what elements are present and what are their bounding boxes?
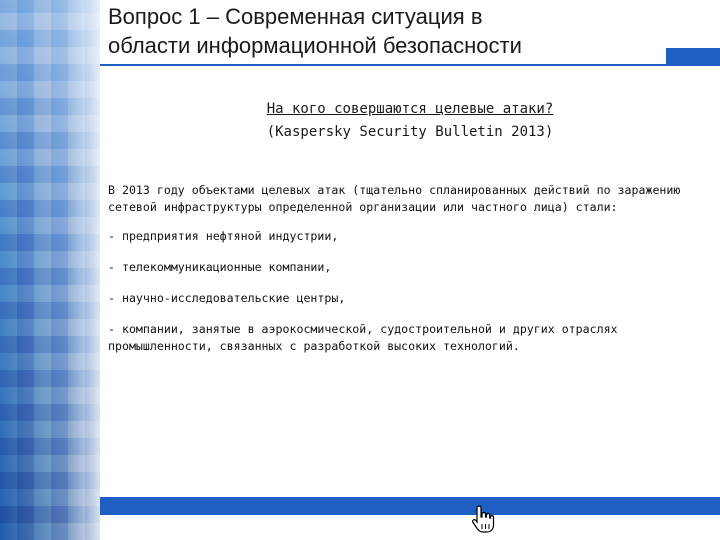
bottom-accent-bar [100, 497, 720, 515]
slide-body [108, 182, 708, 369]
slide-title-line-1: Вопрос 1 – Современная ситуация в [108, 4, 483, 29]
slide-subtitle [200, 98, 620, 144]
decorative-left-band [0, 0, 100, 540]
list-item: - компании, занятые в аэрокосмической, судостроительной и других отраслях промышленности, связанных с разработкой высоких технологий. [108, 322, 618, 353]
list-item: - научно-исследовательские центры, [108, 291, 346, 305]
hand-cursor-icon [470, 504, 496, 534]
intro-paragraph: В 2013 году объектами целевых атак (тщательно спланированных действий по заражению сетевой инфраструктуры определенной организации или частного лица) стали: [108, 183, 681, 214]
slide-title [108, 2, 668, 60]
slide-title-line-2: области информационной безопасности [108, 33, 522, 58]
subtitle-source: (Kaspersky Security Bulletin 2013) [266, 124, 554, 140]
title-accent-block [666, 48, 720, 66]
title-underline-rule [100, 64, 720, 66]
subtitle-question: На кого совершаются целевые атаки? [266, 101, 554, 117]
list-item: - телекоммуникационные компании, [108, 260, 332, 274]
list-item: - предприятия нефтяной индустрии, [108, 229, 339, 243]
